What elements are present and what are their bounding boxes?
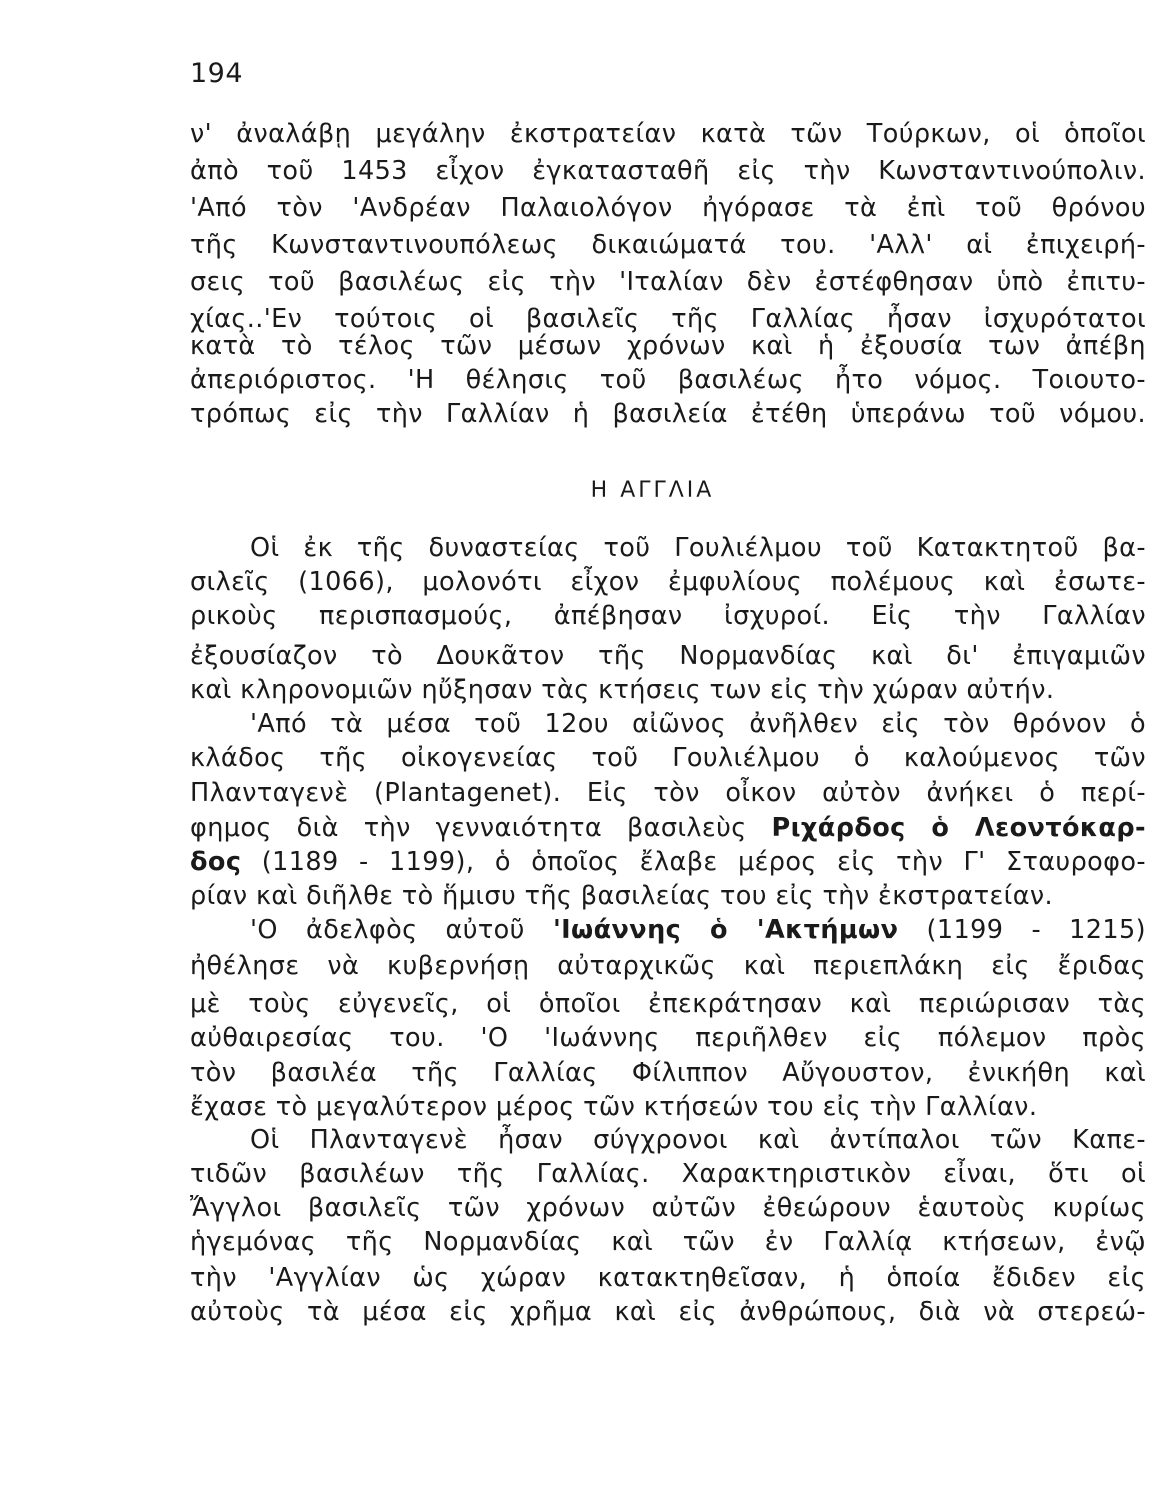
text-line: σιλεῖς (1066), μολονότι εἶχον ἐμφυλίους πολέμους καὶ ἐσωτε- <box>190 567 1146 597</box>
text-line: ν' ἀναλάβῃ μεγάλην ἐκστρατείαν κατὰ τῶν Τούρκων, οἱ ὁποῖοι <box>190 119 1146 149</box>
text-line: καὶ κληρονομιῶν ηὔξησαν τὰς κτήσεις των εἰς τὴν χώραν αὐτήν. <box>190 675 1055 705</box>
text-line: τὸν βασιλέα τῆς Γαλλίας Φίλιππον Αὔγουστον, ἐνικήθη καὶ <box>190 1058 1146 1088</box>
text-line <box>250 914 1146 946</box>
text-line: τὴν 'Αγγλίαν ὡς χώραν κατακτηθεῖσαν, ἡ ὁποία ἔδιδεν εἰς <box>190 1263 1146 1293</box>
text-line: τιδῶν βασιλέων τῆς Γαλλίας. Χαρακτηριστικὸν εἶναι, ὅτι οἱ <box>190 1159 1146 1189</box>
text-line: ἀπὸ τοῦ 1453 εἶχον ἐγκατασταθῆ εἰς τὴν Κωνσταντινούπολιν. <box>190 156 1146 186</box>
text-line <box>190 812 1146 844</box>
text-line: Πλανταγενὲ (Plantagenet). Εἰς τὸν οἶκον αὐτὸν ἀνήκει ὁ περί- <box>190 778 1146 808</box>
text-line: αὐτοὺς τὰ μέσα εἰς χρῆμα καὶ εἰς ἀνθρώπους, διὰ νὰ στερεώ- <box>190 1297 1146 1327</box>
text-segment: (1199 - 1215) <box>926 915 1146 945</box>
text-line: μὲ τοὺς εὐγενεῖς, οἱ ὁποῖοι ἐπεκράτησαν καὶ περιώρισαν τὰς <box>190 989 1146 1019</box>
page-number: 194 <box>190 58 244 89</box>
text-line: Οἱ ἐκ τῆς δυναστείας τοῦ Γουλιέλμου τοῦ Κατακτητοῦ βα- <box>250 533 1146 563</box>
text-segment: φημος διὰ τὴν γενναιότητα βασιλεὺς <box>190 813 747 843</box>
bold-name-richard-end: δος <box>190 847 242 877</box>
bold-name-john: 'Ιωάννης ὁ 'Ακτήμων <box>552 915 899 945</box>
text-line: 'Από τὸν 'Ανδρέαν Παλαιολόγον ἠγόρασε τὰ ἐπὶ τοῦ θρόνου <box>190 193 1146 223</box>
text-line: ἀπεριόριστος. 'Η θέλησις τοῦ βασιλέως ἦτο νόμος. Τοιουτο- <box>190 365 1146 395</box>
text-line: ρίαν καὶ διῆλθε τὸ ἥμισυ τῆς βασιλείας του εἰς τὴν ἐκστρατείαν. <box>190 881 1054 911</box>
text-line: ἡγεμόνας τῆς Νορμανδίας καὶ τῶν ἐν Γαλλίᾳ κτήσεων, ἐνῷ <box>190 1227 1146 1257</box>
text-line <box>190 846 1146 878</box>
text-segment: 'Ο ἀδελφὸς αὐτοῦ <box>250 915 525 945</box>
text-line: τῆς Κωνσταντινουπόλεως δικαιώματά του. 'Αλλ' αἱ ἐπιχειρή- <box>190 230 1146 260</box>
text-line: κλάδος τῆς οἰκογενείας τοῦ Γουλιέλμου ὁ καλούμενος τῶν <box>190 743 1146 773</box>
text-line: τρόπως εἰς τὴν Γαλλίαν ἡ βασιλεία ἐτέθη ὑπεράνω τοῦ νόμου. <box>190 399 1146 429</box>
text-line: ἐξουσίαζον τὸ Δουκᾶτον τῆς Νορμανδίας καὶ δι' ἐπιγαμιῶν <box>190 641 1146 671</box>
text-line: ἠθέλησε νὰ κυβερνήσῃ αὐταρχικῶς καὶ περιεπλάκη εἰς ἔριδας <box>190 951 1146 981</box>
text-line: κατὰ τὸ τέλος τῶν μέσων χρόνων καὶ ἡ ἐξουσία των ἀπέβη <box>190 331 1146 361</box>
text-line: ἔχασε τὸ μεγαλύτερον μέρος τῶν κτήσεών του εἰς τὴν Γαλλίαν. <box>190 1092 1038 1122</box>
text-line: Οἱ Πλανταγενὲ ἦσαν σύγχρονοι καὶ ἀντίπαλοι τῶν Καπε- <box>250 1125 1146 1155</box>
text-segment: (1189 - 1199), ὁ ὁποῖος ἔλαβε μέρος εἰς τὴν Γ' Σταυροφο- <box>261 847 1146 877</box>
text-line: ρικοὺς περισπασμούς, ἀπέβησαν ἰσχυροί. Εἰς τὴν Γαλλίαν <box>190 601 1146 631</box>
bold-name-richard: Ριχάρδος ὁ Λεοντόκαρ- <box>771 813 1146 843</box>
text-line: χίας..'Εν τούτοις οἱ βασιλεῖς τῆς Γαλλίας ἦσαν ἰσχυρότατοι <box>190 304 1146 334</box>
text-line: αὐθαιρεσίας του. 'Ο 'Ιωάννης περιῆλθεν εἰς πόλεμον πρὸς <box>190 1023 1146 1053</box>
text-line: 'Από τὰ μέσα τοῦ 12ου αἰῶνος ἀνῆλθεν εἰς τὸν θρόνον ὁ <box>250 709 1146 739</box>
text-line: Ἄγγλοι βασιλεῖς τῶν χρόνων αὐτῶν ἐθεώρουν ἑαυτοὺς κυρίως <box>190 1193 1146 1223</box>
text-line: σεις τοῦ βασιλέως εἰς τὴν 'Ιταλίαν δὲν ἐστέφθησαν ὑπὸ ἐπιτυ- <box>190 267 1146 297</box>
section-heading: Η ΑΓΓΛΙΑ <box>590 478 715 503</box>
